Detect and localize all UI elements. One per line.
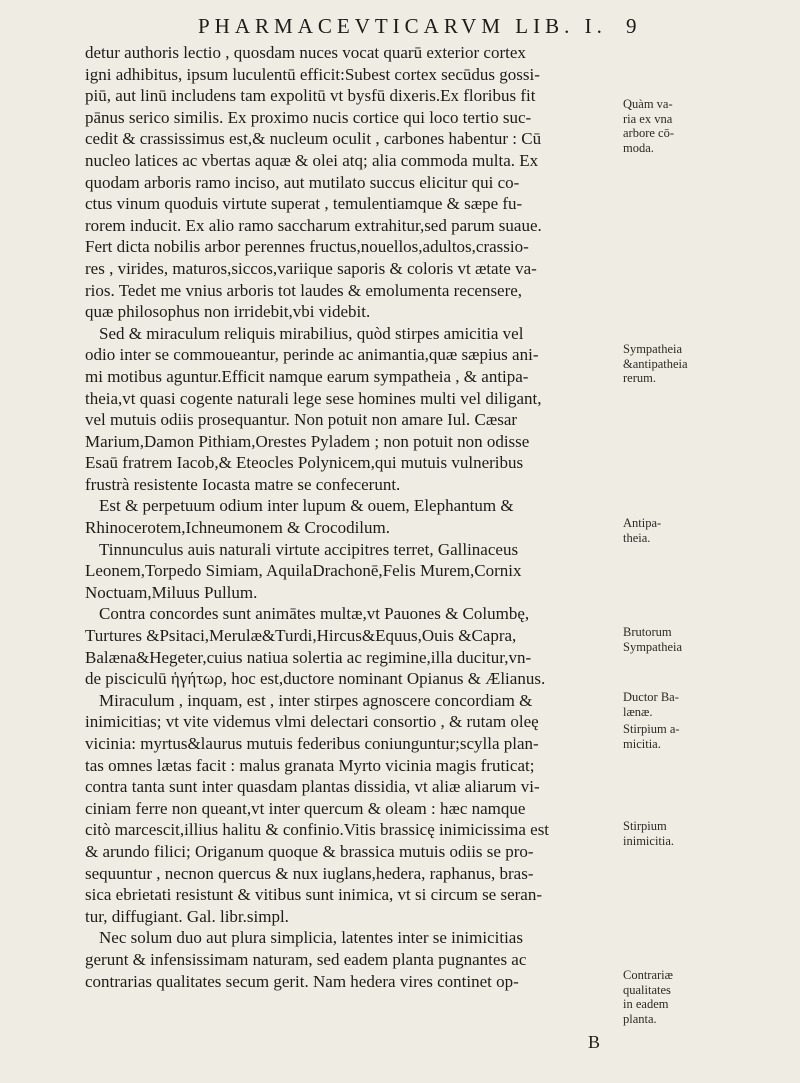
text-line: nucleo latices ac vbertas aquæ & olei atq; alia commoda multa. Ex — [85, 150, 539, 170]
margin-note-line: Contrariæ — [623, 968, 673, 982]
text-line: igni adhibitus, ipsum luculentū efficit:Subest cortex secūdus gossi- — [85, 64, 540, 84]
text-line: contra tanta sunt inter quasdam plantas dissidia, vt aliæ aliarum vi- — [85, 777, 540, 797]
text-line: Fert dicta nobilis arbor perennes fructus,nouellos,adultos,crassio- — [85, 237, 529, 257]
text-line: cedit & crassissimus est,& nucleum oculit , carbones habentur : Cū — [85, 129, 542, 149]
margin-note-stirpium-inimicitia — [623, 819, 793, 848]
text-line: theia,vt quasi cogente naturali lege sese homines multi vel diligant, — [85, 388, 542, 408]
margin-note-line: micitia. — [623, 736, 661, 751]
text-line: mi motibus aguntur.Efficit namque earum sympatheia , & antipa- — [85, 366, 529, 386]
margin-note-line: Stirpium a- — [623, 722, 680, 736]
main-text-block — [85, 42, 617, 992]
margin-note-line: Antipa- — [623, 516, 662, 530]
margin-note-line: lænæ. — [623, 704, 653, 719]
text-line: rios. Tedet me vnius arboris tot laudes & emolumenta recensere, — [85, 280, 523, 300]
text-line: res , virides, maturos,siccos,variique saporis & coloris vt ætate va- — [85, 258, 537, 278]
text-line: detur authoris lectio , quosdam nuces vocat quarū exterior cortex — [85, 43, 526, 62]
margin-note-line: rerum. — [623, 371, 656, 385]
text-line: Balæna&Hegeter,cuius natiua solertia ac regimine,illa ducitur,vn- — [85, 647, 532, 667]
margin-note-line: Sympatheia — [623, 342, 683, 356]
text-line: frustrà resistente Iocasta matre se confecerunt. — [85, 474, 401, 494]
text-line: Est & perpetuum odium inter lupum & ouem, Elephantum & — [99, 496, 514, 516]
text-line: sequuntur , necnon quercus & nux iuglans,hedera, raphanus, bras- — [85, 863, 534, 883]
text-line: rorem inducit. Ex alio ramo saccharum extrahitur,sed parum suaue. — [85, 215, 542, 235]
margin-note-line: Stirpium — [623, 819, 667, 833]
text-line: tur, diffugiant. Gal. libr.simpl. — [85, 906, 289, 926]
margin-note-line: moda. — [623, 140, 654, 155]
text-line: Sed & miraculum reliquis mirabilius, quòd stirpes amicitia vel — [99, 323, 524, 343]
text-line: vel mutuis odiis prosequantur. Non potuit non amare Iul. Cæsar — [85, 410, 518, 430]
margin-note-stirpium-amicitia — [623, 722, 793, 751]
page-number: 9 — [626, 14, 637, 38]
margin-note-line: arbore cō- — [623, 126, 675, 140]
margin-note-line: planta. — [623, 1011, 657, 1026]
text-line: quodam arboris ramo inciso, aut mutilato succus elicitur qui co- — [85, 172, 520, 192]
margin-note-line: theia. — [623, 530, 651, 545]
catchword: B — [588, 1032, 601, 1052]
text-line: Marium,Damon Pithiam,Orestes Pyladem ; non potuit non odisse — [85, 431, 530, 451]
text-line: Miraculum , inquam, est , inter stirpes agnoscere concordiam & — [99, 690, 533, 710]
margin-note-contrariae-qualitates — [623, 968, 793, 1026]
text-line: citò marcescit,illius halitu & confinio.Vitis brassicę inimicissima est — [85, 820, 550, 840]
text-line: Esaū fratrem Iacob,& Eteocles Polynicem,qui mutuis vulneribus — [85, 453, 524, 473]
text-line: Nec solum duo aut plura simplicia, latentes inter se inimicitias — [99, 928, 523, 948]
text-line: Rhinocerotem,Ichneumonem & Crocodilum. — [85, 518, 390, 538]
text-line: quæ philosophus non irridebit,vbi videbit. — [85, 302, 371, 322]
margin-note-line: Ductor Ba- — [623, 690, 679, 704]
text-line: Tinnunculus auis naturali virtute accipitres terret, Gallinaceus — [99, 539, 519, 559]
margin-note-brutorum — [623, 625, 793, 654]
text-line: contrarias qualitates secum gerit. Nam hedera vires continet op- — [85, 971, 519, 991]
text-line: ctus vinum quoduis virtute superat , temulentiamque & sæpe fu- — [85, 194, 523, 214]
text-line: inimicitias; vt vite videmus vlmi delectari consortio , & rutam oleę — [85, 712, 539, 732]
margin-note-line: qualitates — [623, 982, 671, 997]
text-line: & arundo filici; Origanum quoque & brassica mutuis odiis se pro- — [85, 841, 534, 861]
text-line: de pisciculū ἡγήτωρ, hoc est,ductore nominant Opianus & Ælianus. — [85, 669, 546, 689]
text-line: gerunt & infensissimam naturam, sed eadem planta pugnantes ac — [85, 949, 527, 969]
text-line: Turtures &Psitaci,Merulæ&Turdi,Hircus&Equus,Ouis &Capra, — [85, 626, 517, 646]
text-line: piū, aut linū includens tam expolitū vt bysfū dixeris.Ex floribus fit — [85, 86, 536, 106]
text-line: sica ebrietati resistunt & vitibus sunt inimica, vt si circum se seran- — [85, 885, 543, 905]
running-title: PHARMACEVTICARVM LIB. I. — [198, 14, 607, 38]
margin-note-antipatheia — [623, 516, 793, 545]
text-line: pānus serico similis. Ex proximo nucis cortice qui loco tertio suc- — [85, 107, 532, 127]
text-line: odio inter se commoueantur, perinde ac animantia,quæ sæpius ani- — [85, 345, 539, 365]
text-line: Noctuam,Miluus Pullum. — [85, 582, 258, 602]
text-line: tas omnes lætas facit : malus granata Myrto vicinia magis fruticat; — [85, 755, 535, 775]
margin-note-line: Quàm va- — [623, 97, 673, 111]
text-line: ciniam ferre non queant,vt inter quercum & oleam : hæc namque — [85, 798, 526, 818]
text-line: Leonem,Torpedo Simiam, AquilaDrachonē,Felis Murem,Cornix — [85, 561, 522, 581]
margin-note-ductor-balaenae — [623, 690, 793, 719]
text-line: vicinia: myrtus&laurus mutuis federibus coniunguntur;scylla plan- — [85, 734, 539, 753]
text-line: Contra concordes sunt animātes multæ,vt Pauones & Columbę, — [99, 604, 530, 624]
margin-note-line: &antipatheia — [623, 356, 688, 371]
margin-note-line: inimicitia. — [623, 833, 675, 848]
margin-note-line: Brutorum — [623, 625, 672, 639]
margin-note-line: Sympatheia — [623, 639, 683, 654]
margin-note-sympatheia — [623, 342, 793, 386]
margin-note-line: in eadem — [623, 997, 669, 1011]
margin-note-quam-varia — [623, 97, 793, 155]
margin-note-line: ria ex vna — [623, 111, 673, 126]
